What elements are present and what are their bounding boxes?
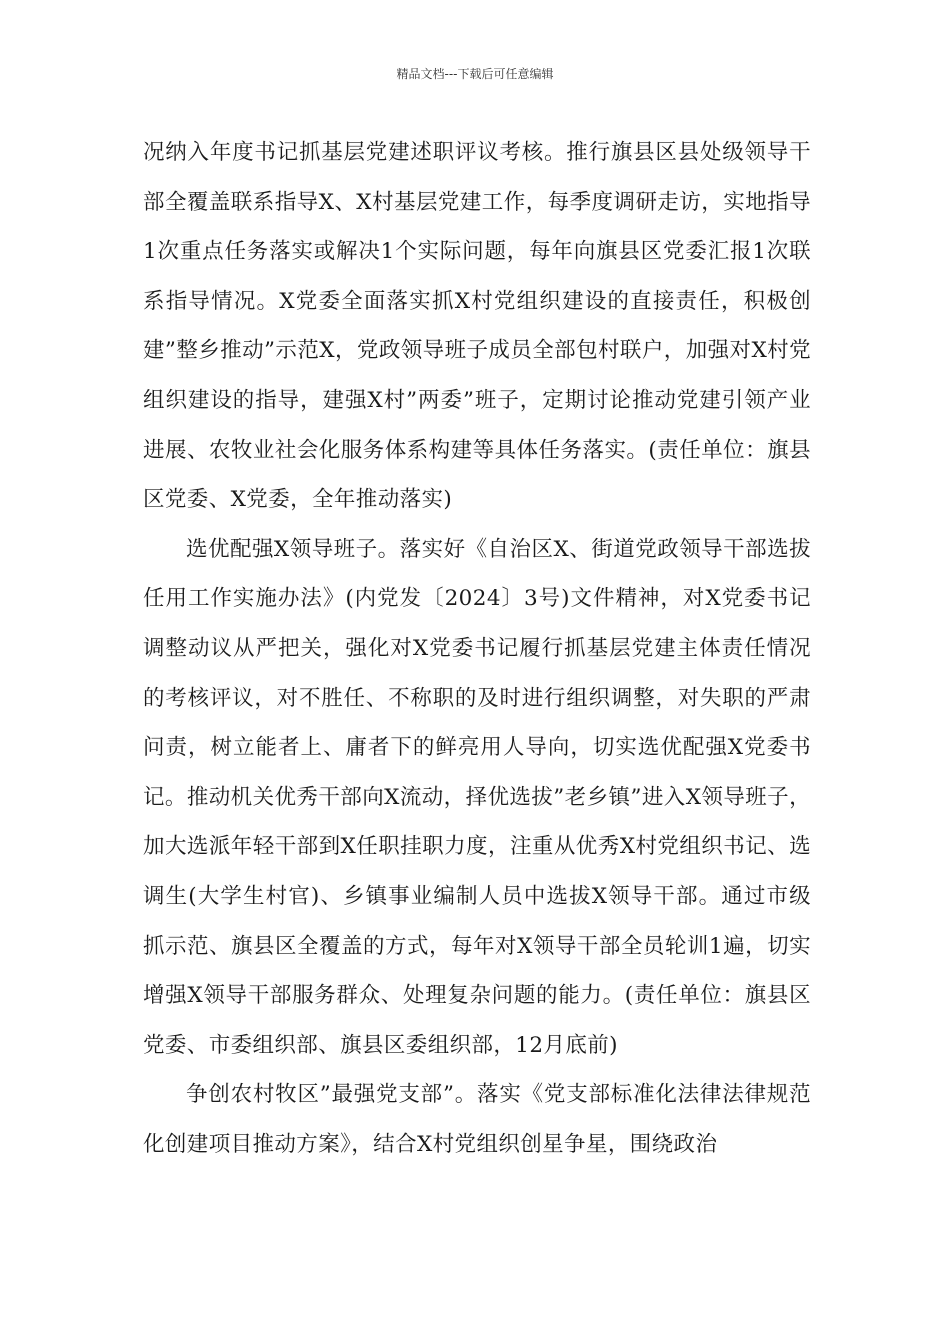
paragraph-strongest-branch: 争创农村牧区”最强党支部”。落实《党支部标准化法律法律规范化创建项目推动方案》，结合X村党组织创星争星，围绕政治 bbox=[143, 1082, 811, 1157]
page-header: 精品文档---下载后可任意编辑 bbox=[396, 67, 554, 81]
paragraph-leadership-team: 选优配强X领导班子。落实好《自治区X、街道党政领导干部选拔任用工作实施办法》(内党发〔2024〕3号)文件精神，对X党委书记调整动议从严把关，强化对X党委书记履行抓基层党建主体责任情况的考核评议，对不胜任、不称职的及时进行组织调整，对失职的严肃问责，树立能者上、庸者下的鲜亮用人导向，切实选优配强X党委书记。推动机关优秀干部向X流动，择优选拔”老乡镇”进入X领导班子，加大选派年轻干部到X任职挂职力度，注重从优秀X村党组织书记、选调生(大学生村官)、乡镇事业编制人员中选拔X领导干部。通过市级抓示范、旗县区全覆盖的方式，每年对X领导干部全员轮训1遍，切实增强X领导干部服务群众、处理复杂问题的能力。(责任单位：旗县区党委、市委组织部、旗县区委组织部，12月底前) bbox=[143, 536, 811, 1058]
paragraph-continuation: 况纳入年度书记抓基层党建述职评议考核。推行旗县区县处级领导干部全覆盖联系指导X、X村基层党建工作，每季度调研走访，实地指导1次重点任务落实或解决1个实际问题，每年向旗县区党委汇报1次联系指导情况。X党委全面落实抓X村党组织建设的直接责任，积极创建”整乡推动”示范X，党政领导班子成员全部包村联户，加强对X村党组织建设的指导，建强X村”两委”班子，定期讨论推动党建引领产业进展、农牧业社会化服务体系构建等具体任务落实。(责任单位：旗县区党委、X党委，全年推动落实) bbox=[143, 140, 811, 513]
document-body bbox=[143, 128, 811, 1169]
